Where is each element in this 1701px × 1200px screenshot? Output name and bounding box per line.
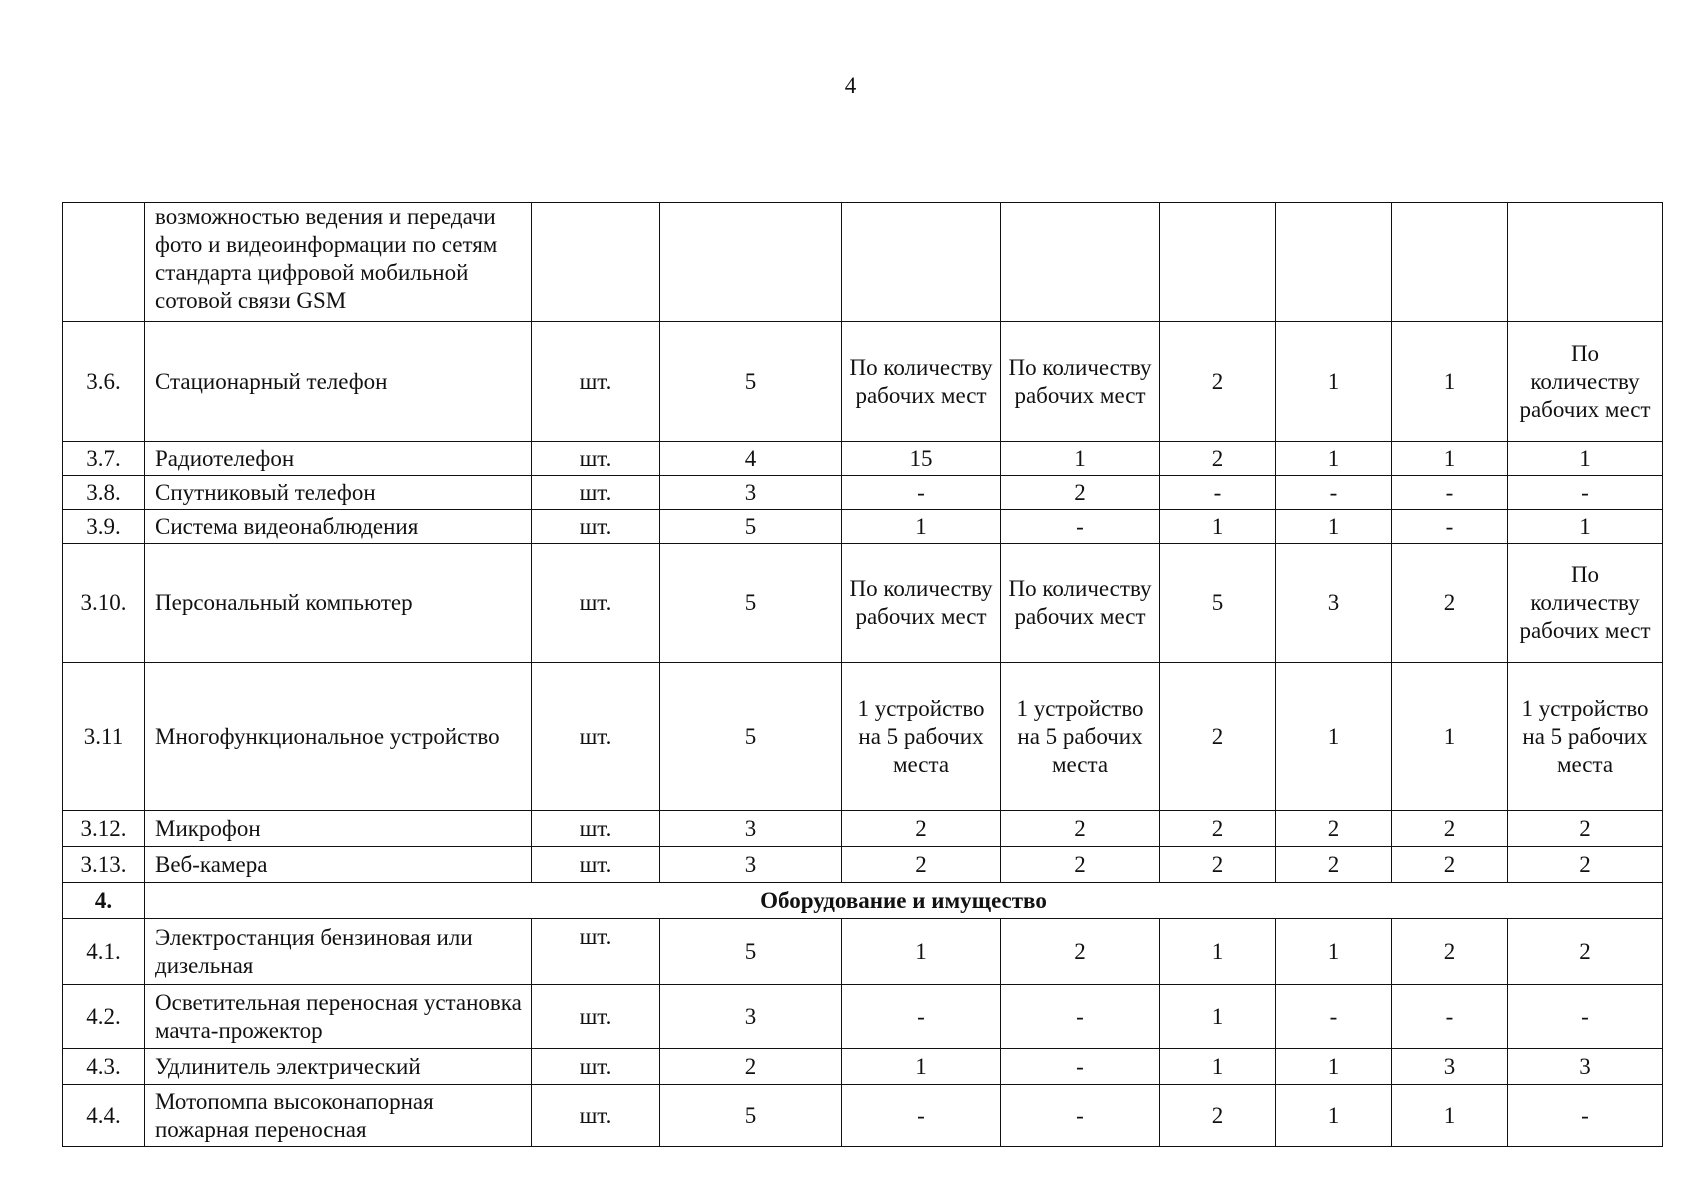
row-number: 4.2. (63, 985, 145, 1049)
value-cell: 15 (842, 442, 1001, 476)
value-cell: 3 (660, 476, 842, 510)
table-row (63, 203, 1663, 322)
row-number: 3.11 (63, 663, 145, 811)
item-name: Электростанция бензиновая или дизельная (145, 919, 532, 985)
row-number: 4.4. (63, 1085, 145, 1147)
value-cell (1001, 203, 1160, 322)
equipment-table (62, 202, 1663, 1147)
value-cell: 3 (660, 811, 842, 847)
value-cell: По количеству рабочих мест (1001, 322, 1160, 442)
value-cell: 2 (842, 811, 1001, 847)
unit-cell: шт. (532, 1085, 660, 1147)
table-row (63, 811, 1663, 847)
value-cell: 1 (1508, 510, 1663, 544)
value-cell: 5 (660, 663, 842, 811)
value-cell: 1 устройство на 5 рабочих места (1508, 663, 1663, 811)
unit-cell: шт. (532, 544, 660, 663)
table-row (63, 510, 1663, 544)
section-number: 4. (63, 883, 145, 919)
value-cell: 5 (660, 322, 842, 442)
value-cell: 1 (842, 510, 1001, 544)
value-cell (1160, 203, 1276, 322)
value-cell: 2 (1508, 919, 1663, 985)
row-number: 3.8. (63, 476, 145, 510)
value-cell: 2 (1508, 811, 1663, 847)
value-cell: 5 (660, 919, 842, 985)
row-number: 3.6. (63, 322, 145, 442)
value-cell: 1 (1276, 1085, 1392, 1147)
table-row (63, 442, 1663, 476)
value-cell: 2 (1276, 847, 1392, 883)
value-cell: - (1001, 510, 1160, 544)
value-cell: - (842, 985, 1001, 1049)
value-cell: 1 устройство на 5 рабочих места (1001, 663, 1160, 811)
value-cell: 3 (660, 847, 842, 883)
row-number: 4.1. (63, 919, 145, 985)
value-cell: 2 (1001, 919, 1160, 985)
value-cell: 2 (1160, 442, 1276, 476)
value-cell (842, 203, 1001, 322)
value-cell: - (1276, 985, 1392, 1049)
value-cell: 3 (1276, 544, 1392, 663)
table-row (63, 919, 1663, 985)
value-cell (1392, 203, 1508, 322)
unit-cell: шт. (532, 476, 660, 510)
value-cell: - (1508, 1085, 1663, 1147)
value-cell: 1 (1001, 442, 1160, 476)
item-name: Многофункциональное устройство (145, 663, 532, 811)
value-cell: - (1001, 1049, 1160, 1085)
row-number: 4.3. (63, 1049, 145, 1085)
value-cell: 5 (660, 510, 842, 544)
value-cell: 2 (660, 1049, 842, 1085)
value-cell: 1 (1160, 985, 1276, 1049)
table-row (63, 322, 1663, 442)
item-name: Система видеонаблюдения (145, 510, 532, 544)
table-row (63, 544, 1663, 663)
value-cell: 2 (842, 847, 1001, 883)
value-cell (1276, 203, 1392, 322)
value-cell: По количеству рабочих мест (1001, 544, 1160, 663)
value-cell: 3 (660, 985, 842, 1049)
value-cell (1508, 203, 1663, 322)
value-cell: 1 (1392, 663, 1508, 811)
unit-cell: шт. (532, 847, 660, 883)
page-number: 4 (844, 73, 857, 98)
unit-cell: шт. (532, 663, 660, 811)
value-cell: 2 (1001, 847, 1160, 883)
value-cell: 2 (1392, 847, 1508, 883)
item-name: Спутниковый телефон (145, 476, 532, 510)
value-cell: 2 (1160, 847, 1276, 883)
value-cell: 1 (1276, 510, 1392, 544)
value-cell: 1 (1508, 442, 1663, 476)
table-row (63, 1085, 1663, 1147)
value-cell: 2 (1001, 811, 1160, 847)
table-row (63, 985, 1663, 1049)
value-cell: - (842, 476, 1001, 510)
item-name: Удлинитель электрический (145, 1049, 532, 1085)
value-cell: 5 (1160, 544, 1276, 663)
value-cell: 1 (1276, 322, 1392, 442)
value-cell: 2 (1160, 322, 1276, 442)
value-cell: - (1001, 985, 1160, 1049)
unit-cell (532, 203, 660, 322)
table-row (63, 663, 1663, 811)
value-cell: По количеству рабочих мест (842, 322, 1001, 442)
unit-cell: шт. (532, 811, 660, 847)
value-cell: 1 (1160, 919, 1276, 985)
section-header-row (63, 883, 1663, 919)
value-cell: - (1392, 985, 1508, 1049)
value-cell: 2 (1160, 663, 1276, 811)
table-row (63, 476, 1663, 510)
value-cell: 1 (1160, 1049, 1276, 1085)
row-number (63, 203, 145, 322)
unit-cell: шт. (532, 442, 660, 476)
value-cell: 1 (1392, 1085, 1508, 1147)
value-cell: 2 (1276, 811, 1392, 847)
item-name: Микрофон (145, 811, 532, 847)
item-name: Радиотелефон (145, 442, 532, 476)
value-cell: 2 (1392, 919, 1508, 985)
value-cell: 1 (1160, 510, 1276, 544)
unit-cell: шт. (532, 919, 660, 985)
row-number: 3.13. (63, 847, 145, 883)
value-cell: 2 (1001, 476, 1160, 510)
item-name: Осветительная переносная установка мачта-прожектор (145, 985, 532, 1049)
value-cell: - (1392, 510, 1508, 544)
value-cell: 2 (1392, 811, 1508, 847)
value-cell (660, 203, 842, 322)
unit-cell: шт. (532, 985, 660, 1049)
value-cell: - (1001, 1085, 1160, 1147)
value-cell: 1 (1276, 663, 1392, 811)
value-cell: По количеству рабочих мест (1508, 544, 1663, 663)
row-number: 3.12. (63, 811, 145, 847)
value-cell: 1 устройство на 5 рабочих места (842, 663, 1001, 811)
unit-cell: шт. (532, 322, 660, 442)
value-cell: - (1508, 985, 1663, 1049)
unit-cell: шт. (532, 510, 660, 544)
value-cell: 2 (1160, 1085, 1276, 1147)
table-row (63, 1049, 1663, 1085)
value-cell: - (1508, 476, 1663, 510)
value-cell: 5 (660, 544, 842, 663)
value-cell: - (1276, 476, 1392, 510)
value-cell: 3 (1392, 1049, 1508, 1085)
unit-cell: шт. (532, 1049, 660, 1085)
value-cell: 1 (842, 1049, 1001, 1085)
item-name: Веб-камера (145, 847, 532, 883)
row-number: 3.9. (63, 510, 145, 544)
value-cell: По количеству рабочих мест (1508, 322, 1663, 442)
value-cell: 1 (1392, 322, 1508, 442)
section-title: Оборудование и имущество (145, 883, 1663, 919)
value-cell: 3 (1508, 1049, 1663, 1085)
table-row (63, 847, 1663, 883)
value-cell: - (842, 1085, 1001, 1147)
value-cell: По количеству рабочих мест (842, 544, 1001, 663)
value-cell: 1 (1276, 442, 1392, 476)
value-cell: 1 (1276, 1049, 1392, 1085)
value-cell: 2 (1160, 811, 1276, 847)
value-cell: 1 (1276, 919, 1392, 985)
value-cell: - (1392, 476, 1508, 510)
value-cell: 2 (1392, 544, 1508, 663)
item-name: Стационарный телефон (145, 322, 532, 442)
row-number: 3.7. (63, 442, 145, 476)
value-cell: 1 (1392, 442, 1508, 476)
value-cell: 4 (660, 442, 842, 476)
row-number: 3.10. (63, 544, 145, 663)
value-cell: - (1160, 476, 1276, 510)
value-cell: 5 (660, 1085, 842, 1147)
value-cell: 1 (842, 919, 1001, 985)
value-cell: 2 (1508, 847, 1663, 883)
item-name: Персональный компьютер (145, 544, 532, 663)
item-name: возможностью ведения и передачи фото и видеоинформации по сетям стандарта цифровой мобильной сотовой связи GSM (145, 203, 532, 322)
item-name: Мотопомпа высоконапорная пожарная переносная (145, 1085, 532, 1147)
